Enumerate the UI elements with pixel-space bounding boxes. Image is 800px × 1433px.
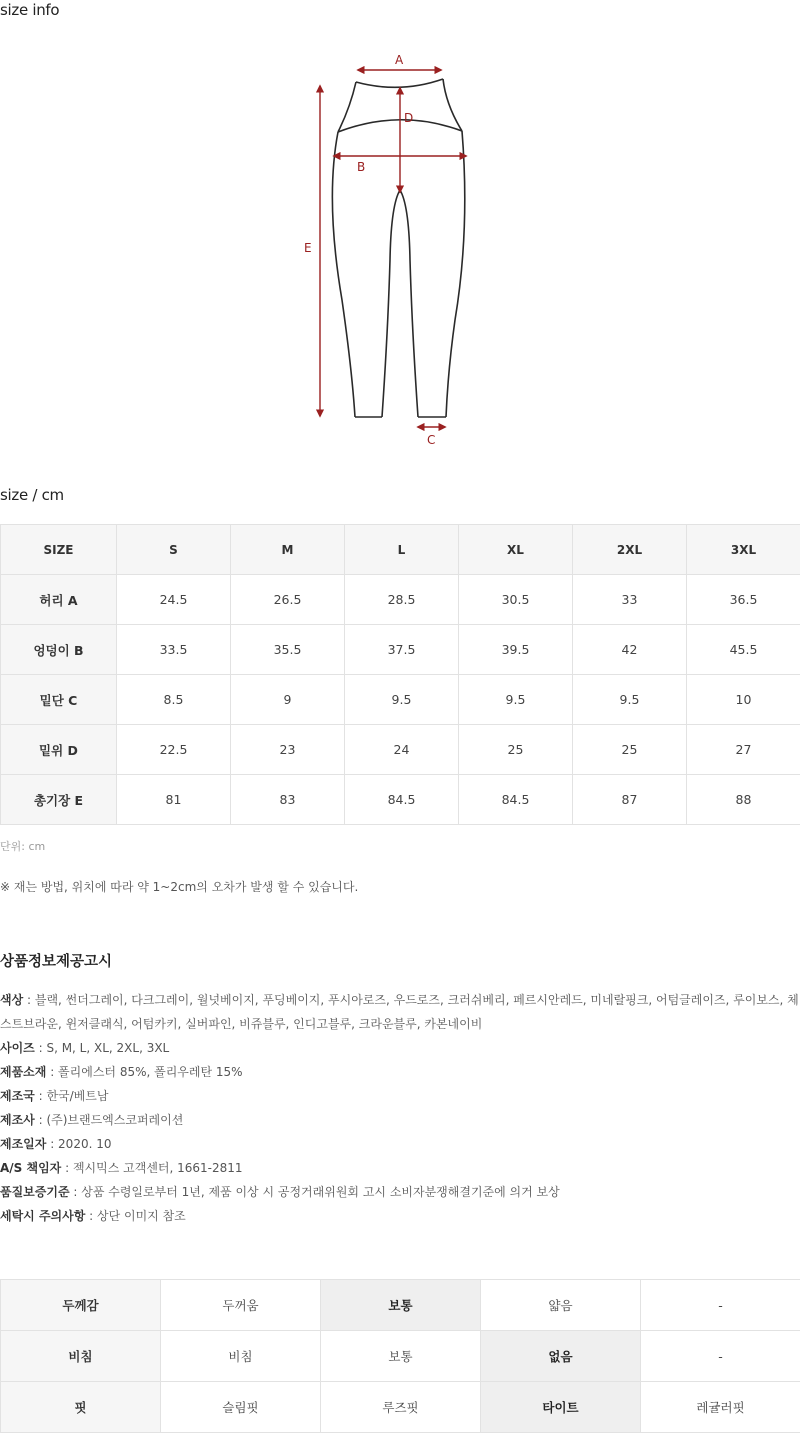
size-table-cell: 36.5 (687, 575, 800, 625)
product-info-key: 사이즈 (0, 1041, 35, 1055)
product-info-value: : 폴리에스터 85%, 폴리우레탄 15% (46, 1065, 243, 1079)
leggings-outline (332, 79, 464, 417)
product-info-item (0, 1132, 800, 1156)
attribute-row (1, 1331, 800, 1382)
size-table-cell: 9.5 (573, 675, 687, 725)
size-table-row (1, 775, 800, 825)
product-info-item (0, 1108, 800, 1132)
product-info-value: : (주)브랜드엑스코퍼레이션 (34, 1113, 184, 1127)
size-table-cell: 81 (117, 775, 231, 825)
product-info-key: 세탁시 주의사항 (0, 1209, 86, 1223)
product-info-key: 제조일자 (0, 1137, 47, 1151)
attribute-option: - (641, 1280, 800, 1331)
size-table-header-cell: 3XL (687, 525, 800, 575)
size-table-cell: 88 (687, 775, 800, 825)
size-table-cell: 10 (687, 675, 800, 725)
label-e: E (304, 241, 312, 255)
product-info-value: : S, M, L, XL, 2XL, 3XL (34, 1041, 170, 1055)
size-info-title: size info (0, 1, 60, 19)
label-d: D (404, 111, 414, 125)
product-info-list (0, 988, 800, 1228)
product-info-value: : 젝시믹스 고객센터, 1661-2811 (61, 1161, 243, 1175)
size-table-cell: 84.5 (459, 775, 573, 825)
size-table-cell: 24.5 (117, 575, 231, 625)
product-info-value: : 상단 이미지 참조 (85, 1209, 186, 1223)
product-info-title: 상품정보제공고시 (0, 954, 113, 970)
product-info-item (0, 1204, 800, 1228)
product-info-value: : 한국/베트남 (34, 1089, 109, 1103)
size-table-cell: 87 (573, 775, 687, 825)
size-table-row-label: 밑단 C (1, 675, 117, 725)
product-info-value: : 블랙, 썬더그레이, 다크그레이, 월넛베이지, 푸딩베이지, 푸시아로즈, 우드로즈, 크러쉬베리, 페르시안레드, 미네랄핑크, 어텀글레이즈, 루이보스, 체스트브라운, 윈저클래식, 어텀카키, 실버파인, 비쥬블루, 인디고블루, 크라운블루, 카본네이비 (0, 993, 799, 1031)
size-cm-title: size / cm (0, 486, 64, 504)
size-table-cell: 25 (573, 725, 687, 775)
attribute-label: 두께감 (1, 1280, 161, 1331)
attribute-option: 레귤러핏 (641, 1382, 800, 1433)
attribute-row (1, 1280, 800, 1331)
attribute-option: 슬림핏 (161, 1382, 321, 1433)
size-table-cell: 37.5 (345, 625, 459, 675)
product-info-key: 제조국 (0, 1089, 35, 1103)
attribute-option: 비침 (161, 1331, 321, 1382)
attribute-option: - (641, 1331, 800, 1382)
measurement-error-note: ※ 재는 방법, 위치에 따라 약 1~2cm의 오차가 발생 할 수 있습니다. (0, 880, 359, 894)
product-info-item (0, 1036, 800, 1060)
size-table-cell: 84.5 (345, 775, 459, 825)
size-table-row (1, 675, 800, 725)
size-table-row-label: 허리 A (1, 575, 117, 625)
size-table-cell: 28.5 (345, 575, 459, 625)
product-info-item (0, 1180, 800, 1204)
attribute-option: 얇음 (481, 1280, 641, 1331)
attribute-row (1, 1382, 800, 1433)
size-table-header-cell: M (231, 525, 345, 575)
size-table-row (1, 725, 800, 775)
product-info-value: : 2020. 10 (46, 1137, 112, 1151)
size-table-row-label: 총기장 E (1, 775, 117, 825)
label-b: B (357, 160, 366, 174)
attribute-option-selected: 타이트 (481, 1382, 641, 1433)
size-table-row-label: 밑위 D (1, 725, 117, 775)
size-table-cell: 9 (231, 675, 345, 725)
product-info-item (0, 1156, 800, 1180)
product-info-key: 품질보증기준 (0, 1185, 70, 1199)
size-table-header-cell: SIZE (1, 525, 117, 575)
size-table-cell: 30.5 (459, 575, 573, 625)
leggings-diagram (300, 45, 480, 450)
attribute-table (0, 1279, 800, 1433)
attribute-label: 비침 (1, 1331, 161, 1382)
attribute-option-selected: 보통 (321, 1280, 481, 1331)
label-c: C (427, 433, 436, 447)
size-table-header-cell: 2XL (573, 525, 687, 575)
size-table-cell: 33.5 (117, 625, 231, 675)
size-table-cell: 35.5 (231, 625, 345, 675)
product-info-value: : 상품 수령일로부터 1년, 제품 이상 시 공정거래위원회 고시 소비자분쟁해결기준에 의거 보상 (69, 1185, 560, 1199)
size-table-cell: 26.5 (231, 575, 345, 625)
size-table-cell: 27 (687, 725, 800, 775)
product-info-item (0, 988, 800, 1036)
size-table-cell: 24 (345, 725, 459, 775)
size-table-cell: 25 (459, 725, 573, 775)
size-table-cell: 23 (231, 725, 345, 775)
size-table-cell: 83 (231, 775, 345, 825)
attribute-option-selected: 없음 (481, 1331, 641, 1382)
size-table-cell: 9.5 (345, 675, 459, 725)
size-table-header-cell: L (345, 525, 459, 575)
size-table-row-label: 엉덩이 B (1, 625, 117, 675)
label-a: A (395, 53, 404, 67)
size-table-row (1, 575, 800, 625)
size-table-cell: 9.5 (459, 675, 573, 725)
product-info-item (0, 1084, 800, 1108)
size-table (0, 524, 800, 825)
size-table-row (1, 625, 800, 675)
attribute-option: 두꺼움 (161, 1280, 321, 1331)
size-table-cell: 42 (573, 625, 687, 675)
size-table-cell: 8.5 (117, 675, 231, 725)
attribute-label: 핏 (1, 1382, 161, 1433)
size-table-cell: 22.5 (117, 725, 231, 775)
product-info-key: 제조사 (0, 1113, 35, 1127)
product-info-key: 색상 (0, 993, 24, 1007)
attribute-option: 루즈핏 (321, 1382, 481, 1433)
product-info-key: 제품소재 (0, 1065, 47, 1079)
unit-note: 단위: cm (0, 840, 46, 853)
product-info-key: A/S 책임자 (0, 1161, 62, 1175)
size-table-cell: 33 (573, 575, 687, 625)
size-table-header-row (1, 525, 800, 575)
size-table-header-cell: XL (459, 525, 573, 575)
size-table-cell: 39.5 (459, 625, 573, 675)
attribute-option: 보통 (321, 1331, 481, 1382)
product-info-item (0, 1060, 800, 1084)
size-table-header-cell: S (117, 525, 231, 575)
size-table-cell: 45.5 (687, 625, 800, 675)
